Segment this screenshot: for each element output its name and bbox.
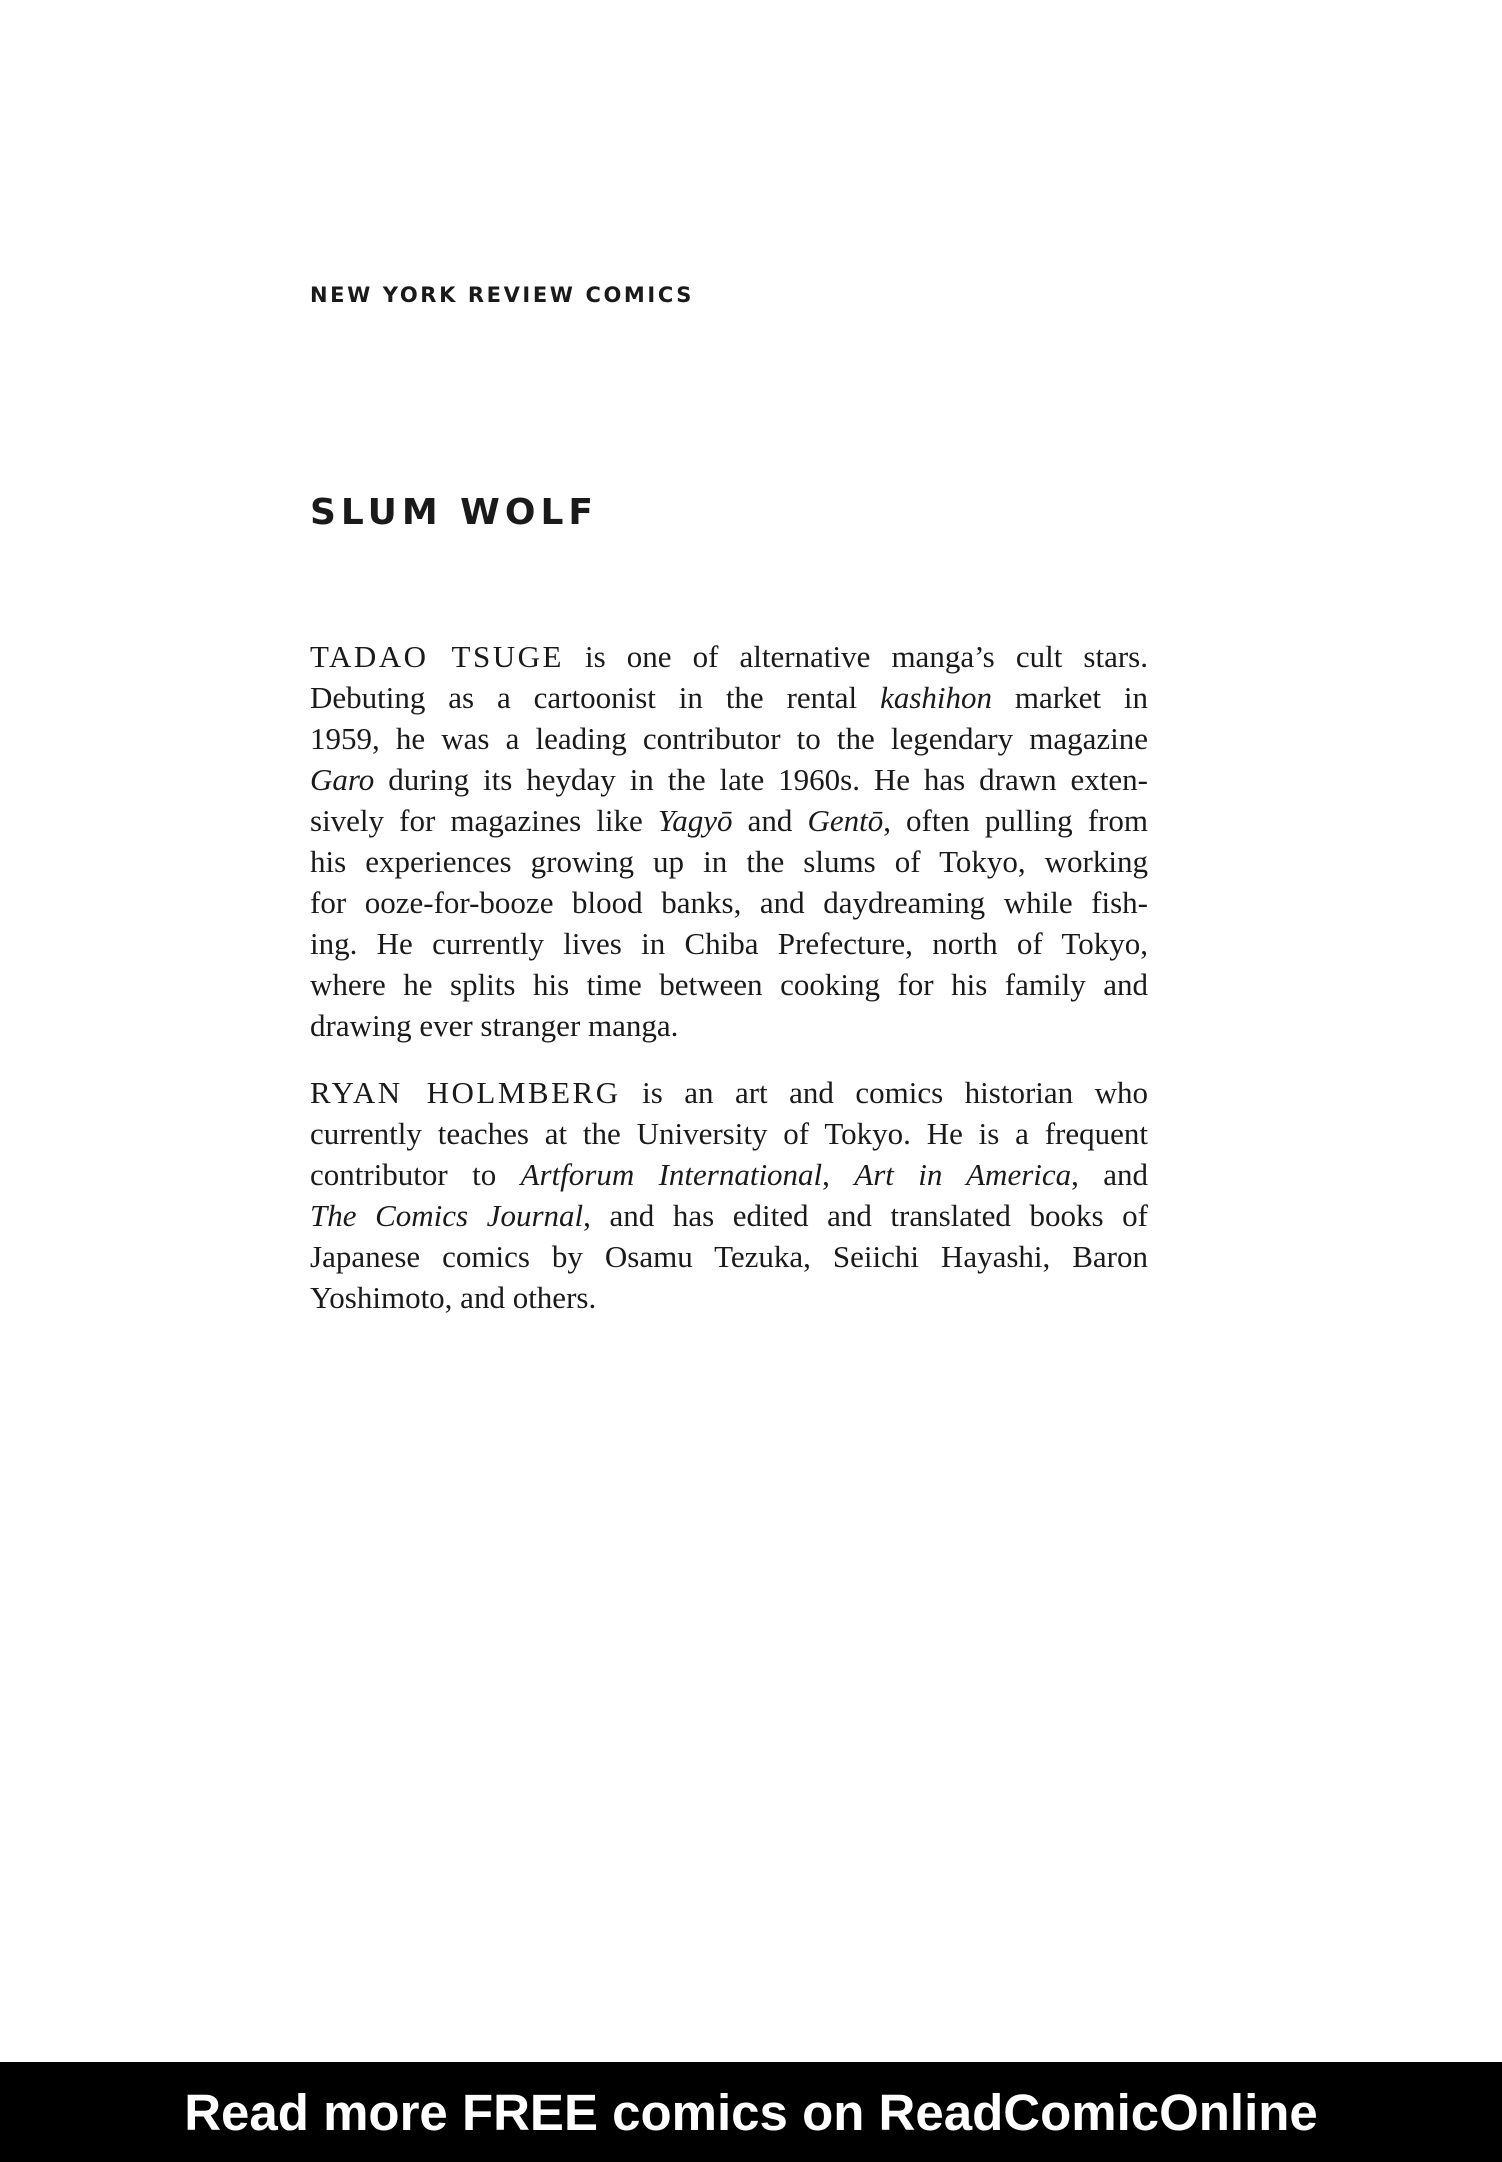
bio-line: where he splits his time between cooking for his family and	[310, 967, 1148, 1002]
book-title: SLUM WOLF	[310, 492, 599, 533]
bio-line: Debuting as a cartoonist in the rental kashihon market in	[310, 680, 1148, 715]
bio-line: ing. He currently lives in Chiba Prefecture, north of Tokyo,	[310, 926, 1148, 961]
magazine-title: The Comics Journal	[310, 1198, 584, 1233]
bio-line: for ooze-for-booze blood banks, and daydreaming while fish-	[310, 885, 1148, 920]
bio-line: sively for magazines like Yagyō and Gentō, often pulling from	[310, 803, 1148, 838]
bio-line: Yoshimoto, and others.	[310, 1280, 597, 1315]
promo-banner-text[interactable]: Read more FREE comics on ReadComicOnline	[184, 2083, 1318, 2141]
author-bio-ryan-holmberg	[310, 1072, 1148, 1318]
series-name: NEW YORK REVIEW COMICS	[310, 283, 694, 307]
bio-line: Garo during its heyday in the late 1960s. He has drawn exten-	[310, 762, 1148, 797]
magazine-title: Gentō	[807, 803, 884, 838]
bio-line: his experiences growing up in the slums of Tokyo, working	[310, 844, 1148, 879]
bio-line: contributor to Artforum International, Art in America, and	[310, 1157, 1148, 1192]
magazine-title: Garo	[310, 762, 375, 797]
promo-banner[interactable]	[0, 2062, 1502, 2162]
bio-line: TADAO TSUGE is one of alternative manga’s cult stars.	[310, 639, 1148, 674]
magazine-title: Artforum International	[520, 1157, 823, 1192]
author-name: RYAN HOLMBERG	[310, 1075, 621, 1110]
magazine-title: Art in America	[854, 1157, 1072, 1192]
bio-line: currently teaches at the University of Tokyo. He is a frequent	[310, 1116, 1148, 1151]
magazine-title: Yagyō	[657, 803, 733, 838]
bio-line: drawing ever stranger manga.	[310, 1008, 679, 1043]
bio-line: 1959, he was a leading contributor to the legendary magazine	[310, 721, 1148, 756]
bio-line: The Comics Journal, and has edited and translated books of	[310, 1198, 1148, 1233]
bio-line: RYAN HOLMBERG is an art and comics historian who	[310, 1075, 1148, 1110]
author-bios	[310, 636, 1148, 1344]
author-bio-tadao-tsuge	[310, 636, 1148, 1046]
author-name: TADAO TSUGE	[310, 639, 564, 674]
bio-line: Japanese comics by Osamu Tezuka, Seiichi Hayashi, Baron	[310, 1239, 1148, 1274]
italic-term: kashihon	[880, 680, 992, 715]
